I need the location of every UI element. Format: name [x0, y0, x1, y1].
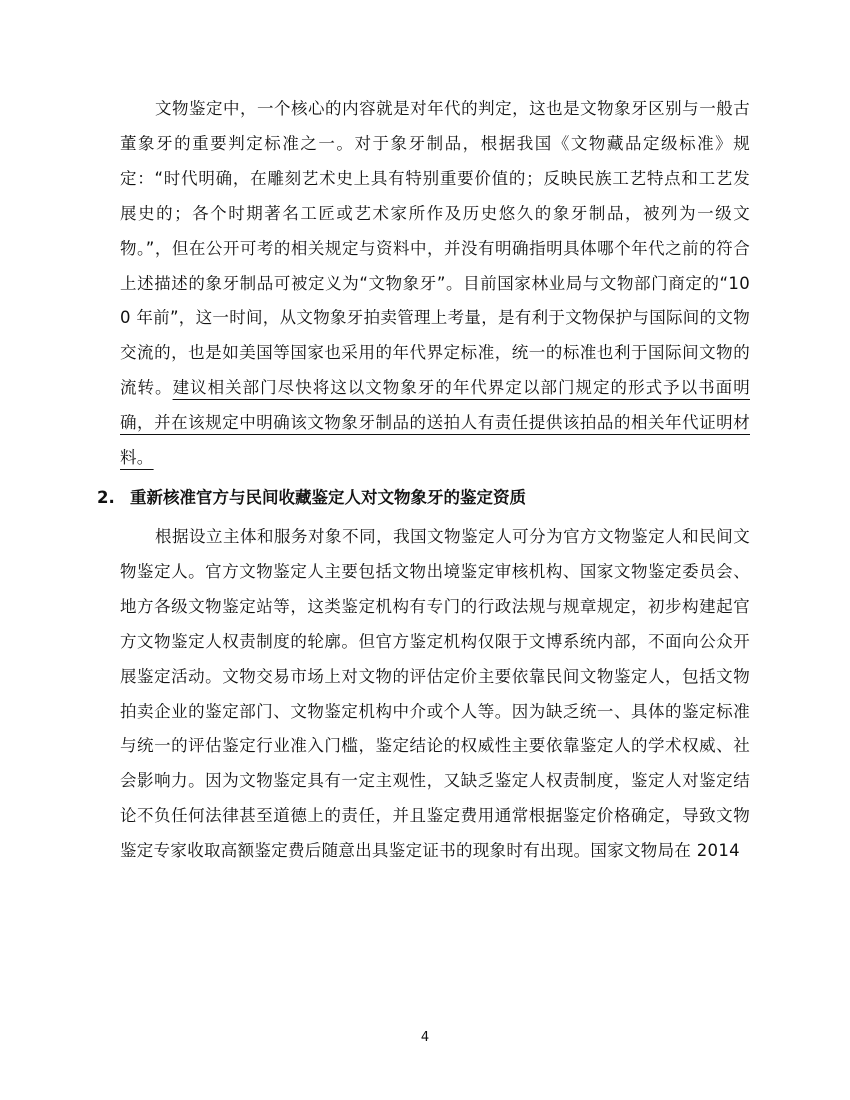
section-number: 2. — [97, 487, 115, 507]
paragraph-appraiser-qualification: 根据设立主体和服务对象不同，我国文物鉴定人可分为官方文物鉴定人和民间文物鉴定人。官方文物鉴定人主要包括文物出境鉴定审核机构、国家文物鉴定委员会、地方各级文物鉴定站等，这类鉴定机构有专门的行政法规与规章规定，初步构建起官方文物鉴定人权责制度的轮廓。但官方鉴定机构仅限于文博系统内部，不面向公众开展鉴定活动。文物交易市场上对文物的评估定价主要依靠民间文物鉴定人，包括文物拍卖企业的鉴定部门、文物鉴定机构中介或个人等。因为缺乏统一、具体的鉴定标准与统一的评估鉴定行业准入门槛，鉴定结论的权威性主要依靠鉴定人的学术权威、社会影响力。因为文物鉴定具有一定主观性，又缺乏鉴定人权责制度，鉴定人对鉴定结论不负任何法律甚至道德上的责任，并且鉴定费用通常根据鉴定价格确定，导致文物鉴定专家收取高额鉴定费后随意出具鉴定证书的现象时有出现。国家文物局在 2014 — [120, 526, 750, 861]
underlined-recommendation: 建议相关部门尽快将这以文物象牙的年代界定以部门规定的形式予以书面明确，并在该规定中明确该文物象牙制品的送拍人有责任提供该拍品的相关年代证明材料。 — [120, 378, 750, 468]
section-heading — [97, 476, 750, 520]
page-number: 4 — [420, 1030, 430, 1045]
section-title: 重新核准官方与民间收藏鉴定人对文物象牙的鉴定资质 — [130, 487, 526, 507]
document-body — [97, 92, 750, 869]
paragraph-ivory-dating — [120, 92, 750, 476]
paragraph-ivory-dating-text: 文物鉴定中，一个核心的内容就是对年代的判定，这也是文物象牙区别与一般古董象牙的重要判定标准之一。对于象牙制品，根据我国《文物藏品定级标准》规定：“时代明确，在雕刻艺术史上具有特别重要价值的；反映民族工艺特点和工艺发展史的；各个时期著名工匠或艺术家所作及历史悠久的象牙制品，被列为一级文物。”，但在公开可考的相关规定与资料中，并没有明确指明具体哪个年代之前的符合上述描述的象牙制品可被定义为“文物象牙”。目前国家林业局与文物部门商定的“100 年前”，这一时间，从文物象牙拍卖管理上考量，是有利于文物保护与国际间的文物交流的，也是如美国等国家也采用的年代界定标准，统一的标准也利于国际间文物的流转。 — [120, 99, 750, 398]
